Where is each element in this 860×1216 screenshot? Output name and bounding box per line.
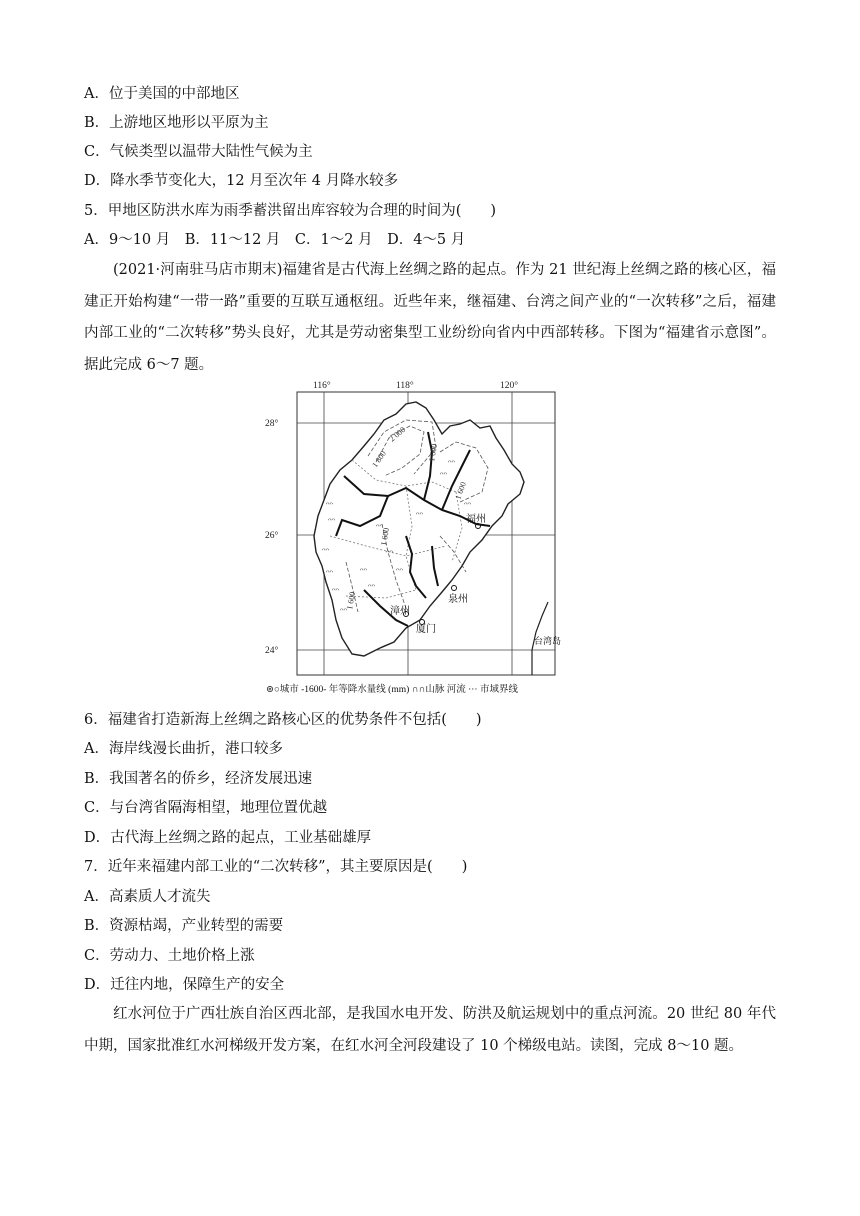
q6-option-d: D．古代海上丝绸之路的起点，工业基础雄厚 bbox=[84, 830, 372, 846]
svg-text:ᴖᴖ: ᴖᴖ bbox=[376, 522, 383, 530]
q7-option-c: C．劳动力、土地价格上涨 bbox=[84, 948, 255, 964]
svg-text:ᴖᴖ: ᴖᴖ bbox=[448, 458, 455, 466]
svg-text:ᴖᴖ: ᴖᴖ bbox=[386, 548, 393, 556]
svg-text:ᴖᴖ: ᴖᴖ bbox=[440, 470, 447, 478]
svg-text:ᴖᴖ: ᴖᴖ bbox=[396, 566, 403, 574]
q4-option-d: D．降水季节变化大，12 月至次年 4 月降水较多 bbox=[84, 173, 399, 189]
svg-text:ᴖᴖ: ᴖᴖ bbox=[464, 500, 471, 508]
isohyet-label-2000: 2 000 bbox=[387, 425, 408, 444]
isohyet-label-1600-b: 1 600 bbox=[453, 480, 469, 501]
svg-text:ᴖᴖ: ᴖᴖ bbox=[326, 568, 333, 576]
map-legend: ⊚○城市 -1600- 年等降水量线 (mm) ∩∩山脉 河流 ··· 市域界线 bbox=[266, 685, 518, 695]
island-label: 台湾岛 bbox=[534, 636, 562, 646]
lat-label-24: 24° bbox=[265, 646, 279, 656]
svg-text:ᴖᴖ: ᴖᴖ bbox=[332, 586, 339, 594]
passage-fujian bbox=[84, 255, 776, 381]
city-label-quanzhou: 泉州 bbox=[448, 594, 468, 605]
svg-text:ᴖᴖ: ᴖᴖ bbox=[322, 546, 329, 554]
svg-text:ᴖᴖ: ᴖᴖ bbox=[368, 582, 375, 590]
isohyet-label-1800: 1 800 bbox=[370, 449, 388, 470]
q6-option-b: B．我国著名的侨乡，经济发展迅速 bbox=[84, 771, 313, 787]
lon-label-118: 118° bbox=[396, 381, 414, 391]
isohyet-label-1600-a: 1 600 bbox=[427, 443, 440, 463]
q7-option-d: D．迁往内地，保障生产的安全 bbox=[84, 977, 285, 993]
city-label-zhangzhou: 漳州 bbox=[390, 606, 410, 617]
q4-option-c: C．气候类型以温带大陆性气候为主 bbox=[84, 144, 313, 160]
svg-text:ᴖᴖ: ᴖᴖ bbox=[328, 516, 335, 524]
passage-fujian-text: (2021·河南驻马店市期末)福建省是古代海上丝绸之路的起点。作为 21 世纪海上丝绸之路的核心区，福建正开始构建“一带一路”重要的互联互通枢纽。近些年来，继福建、台湾之间产业的“一次转移”之后，福建内部工业的“二次转移”势头良好，尤其是劳动密集型工业纷纷向省内中西部转移。下图为“福建省示意图”。据此完成 6～7 题。 bbox=[84, 262, 776, 373]
svg-text:ᴖᴖ: ᴖᴖ bbox=[340, 606, 347, 614]
lon-label-116: 116° bbox=[313, 381, 331, 391]
q5-stem: 5．甲地区防洪水库为雨季蓄洪留出库容较为合理的时间为( ) bbox=[84, 203, 497, 219]
q6-option-c: C．与台湾省隔海相望，地理位置优越 bbox=[84, 800, 328, 816]
lat-label-26: 26° bbox=[265, 531, 279, 541]
q4-option-a: A．位于美国的中部地区 bbox=[84, 86, 240, 102]
svg-text:ᴖᴖ: ᴖᴖ bbox=[326, 500, 333, 508]
svg-text:ᴖᴖ: ᴖᴖ bbox=[416, 510, 423, 518]
passage-hongshui-text: 红水河位于广西壮族自治区西北部，是我国水电开发、防洪及航运规划中的重点河流。20 世纪 80 年代中期，国家批准红水河梯级开发方案，在红水河全河段建设了 10 个梯级电站。读图，完成 8～10 题。 bbox=[84, 1006, 776, 1054]
passage-hongshui bbox=[84, 999, 776, 1062]
svg-text:ᴖᴖ: ᴖᴖ bbox=[360, 566, 367, 574]
city-label-fuzhou: 福州 bbox=[466, 514, 486, 525]
q7-option-b: B．资源枯竭，产业转型的需要 bbox=[84, 918, 284, 934]
q5-options: A．9～10 月 B．11～12 月 C．1～2 月 D．4～5 月 bbox=[84, 232, 466, 248]
q7-option-a: A．高素质人才流失 bbox=[84, 889, 211, 905]
q4-option-b: B．上游地区地形以平原为主 bbox=[84, 115, 269, 131]
city-label-xiamen: 厦门 bbox=[416, 624, 436, 635]
isohyet-label-1600-d: 1 600 bbox=[345, 591, 358, 611]
q6-stem: 6．福建省打造新海上丝绸之路核心区的优势条件不包括( ) bbox=[84, 712, 482, 728]
fujian-map bbox=[256, 376, 604, 700]
q7-stem: 7．近年来福建内部工业的“二次转移”，其主要原因是( ) bbox=[84, 859, 468, 875]
q6-option-a: A．海岸线漫长曲折，港口较多 bbox=[84, 741, 283, 757]
lon-label-120: 120° bbox=[500, 381, 519, 391]
fujian-outline bbox=[314, 402, 524, 656]
lat-label-28: 28° bbox=[265, 419, 279, 429]
isohyet-label-1600-c: 1 600 bbox=[379, 527, 392, 547]
city-dot-quanzhou bbox=[452, 586, 457, 591]
